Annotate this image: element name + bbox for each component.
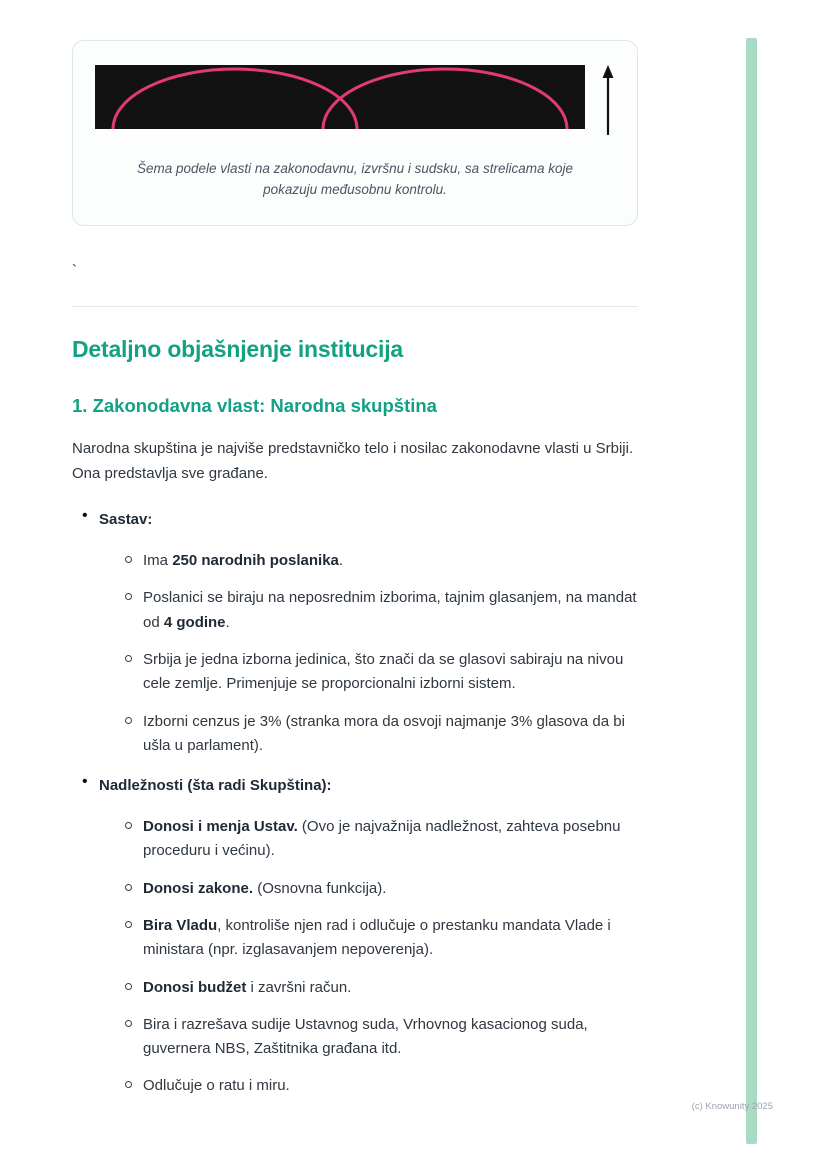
figure-image: [93, 65, 617, 137]
list-item-text: Bira i razrešava sudije Ustavnog suda, Vrhovnog kasacionog suda, guvernera NBS, Zaštitnika građana itd.: [143, 1015, 588, 1058]
scrollbar-thumb[interactable]: [746, 38, 757, 1144]
list-group: [82, 508, 638, 758]
list-item-bold-text: Donosi i menja Ustav.: [143, 818, 298, 836]
list-item: [125, 710, 638, 759]
list-item-text: Poslanici se biraju na neposrednim izborima, tajnim glasanjem, na mandat od: [143, 589, 637, 631]
list-item: [125, 549, 638, 573]
list-item-bold-text: Bira Vladu: [143, 916, 218, 934]
sub-list: [99, 549, 638, 758]
list-item-bold-text: Donosi zakone.: [143, 879, 254, 897]
list-item-text: i završni račun.: [246, 978, 352, 996]
list-item: [125, 815, 638, 864]
main-list: [72, 508, 638, 1099]
list-item: [125, 1013, 638, 1062]
list-item-bold-text: 4 godine: [163, 613, 226, 631]
stray-backtick: `: [72, 261, 77, 279]
document-content: [72, 40, 638, 1115]
list-group-label: Sastav:: [99, 511, 153, 529]
section-title: Detaljno objašnjenje institucija: [72, 335, 403, 362]
list-item-text: Ima: [143, 552, 173, 570]
arrow-up-icon: [601, 65, 615, 137]
list-group: [82, 774, 638, 1099]
list-item-text: (Osnovna funkcija).: [253, 879, 387, 897]
list-item: [125, 914, 638, 963]
sub-list: [99, 815, 638, 1099]
list-item: [125, 648, 638, 697]
list-item-text: .: [338, 552, 344, 570]
list-item-text: Odlučuje o ratu i miru.: [143, 1077, 290, 1095]
list-item: [125, 1074, 638, 1098]
list-item-text: .: [225, 613, 230, 631]
list-item-bold-text: Donosi budžet: [143, 978, 247, 996]
list-item: [125, 976, 638, 1000]
intro-paragraph: Narodna skupština je najviše predstavničko telo i nosilac zakonodavne vlasti u Srbiji. Ona predstavlja sve građane.: [72, 439, 634, 482]
figure-card: [72, 40, 638, 226]
list-item: [125, 586, 638, 635]
subsection-title: 1. Zakonodavna vlast: Narodna skupština: [72, 394, 437, 416]
list-item: [125, 877, 638, 901]
list-item-text: Srbija je jedna izborna jedinica, što znači da se glasovi sabiraju na nivou cele zemlje. Primenjuje se proporcionalni izborni sistem.: [143, 650, 624, 693]
list-group-label: Nadležnosti (šta radi Skupština):: [99, 777, 332, 795]
divider: [72, 306, 638, 307]
arches-diagram: [95, 65, 585, 137]
list-item-bold-text: 250 narodnih poslanika: [172, 552, 339, 570]
copyright-notice: (c) Knowunity 2025: [691, 1101, 773, 1112]
list-item-text: , kontroliše njen rad i odlučuje o prestanku mandata Vlade i ministara (npr. izglasavanjem nepoverenja).: [143, 916, 611, 959]
figure-caption: Šema podele vlasti na zakonodavnu, izvršnu i sudsku, sa strelicama koje pokazuju međusobnu kontrolu.: [137, 161, 573, 197]
list-item-text: (Ovo je najvažnija nadležnost, zahteva posebnu proceduru i većinu).: [143, 818, 621, 860]
list-item-text: Izborni cenzus je 3% (stranka mora da osvoji najmanje 3% glasova da bi ušla u parlament).: [143, 712, 625, 754]
